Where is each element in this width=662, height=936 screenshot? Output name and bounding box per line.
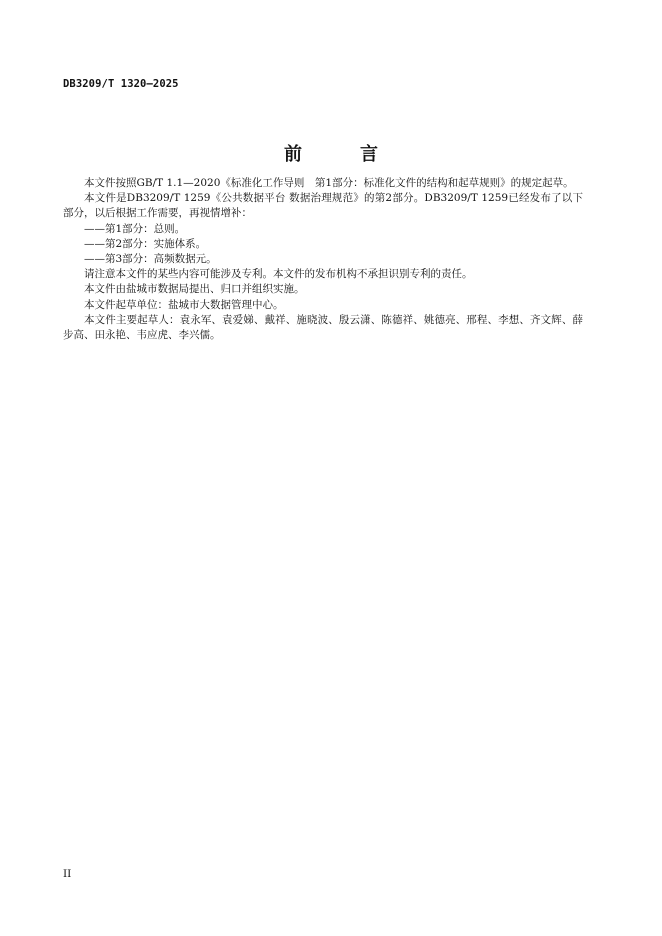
paragraph-patent-notice: 请注意本文件的某些内容可能涉及专利。本文件的发布机构不承担识别专利的责任。 — [84, 268, 473, 281]
foreword-body — [63, 176, 583, 343]
page-title: 前 言 — [284, 144, 398, 165]
paragraph-drafting-unit: 本文件起草单位：盐城市大数据管理中心。 — [84, 298, 284, 311]
list-item-part-2: ——第2部分：实施体系。 — [84, 237, 207, 250]
list-item-part-3: ——第3部分：高频数据元。 — [84, 253, 217, 266]
paragraph-drafters: 本文件主要起草人：袁永军、袁爱娣、戴祥、施晓波、殷云潇、陈德祥、姚德亮、邢程、李想、齐文辉、薛步高、田永艳、韦应虎、李兴儒。 — [63, 313, 583, 342]
list-item-part-1: ——第1部分：总则。 — [84, 222, 186, 235]
paragraph-part-description: 本文件是DB3209/T 1259《公共数据平台 数据治理规范》的第2部分。DB3209/T 1259已经发布了以下部分，以后根据工作需要，再视情增补： — [63, 192, 583, 220]
page-number: II — [63, 868, 72, 880]
paragraph-proposer: 本文件由盐城市数据局提出、归口并组织实施。 — [84, 283, 305, 296]
standard-code: DB3209/T 1320—2025 — [63, 78, 179, 90]
paragraph-drafting-rules: 本文件按照GB/T 1.1—2020《标准化工作导则 第1部分：标准化文件的结构和起草规则》的规定起草。 — [84, 177, 574, 189]
